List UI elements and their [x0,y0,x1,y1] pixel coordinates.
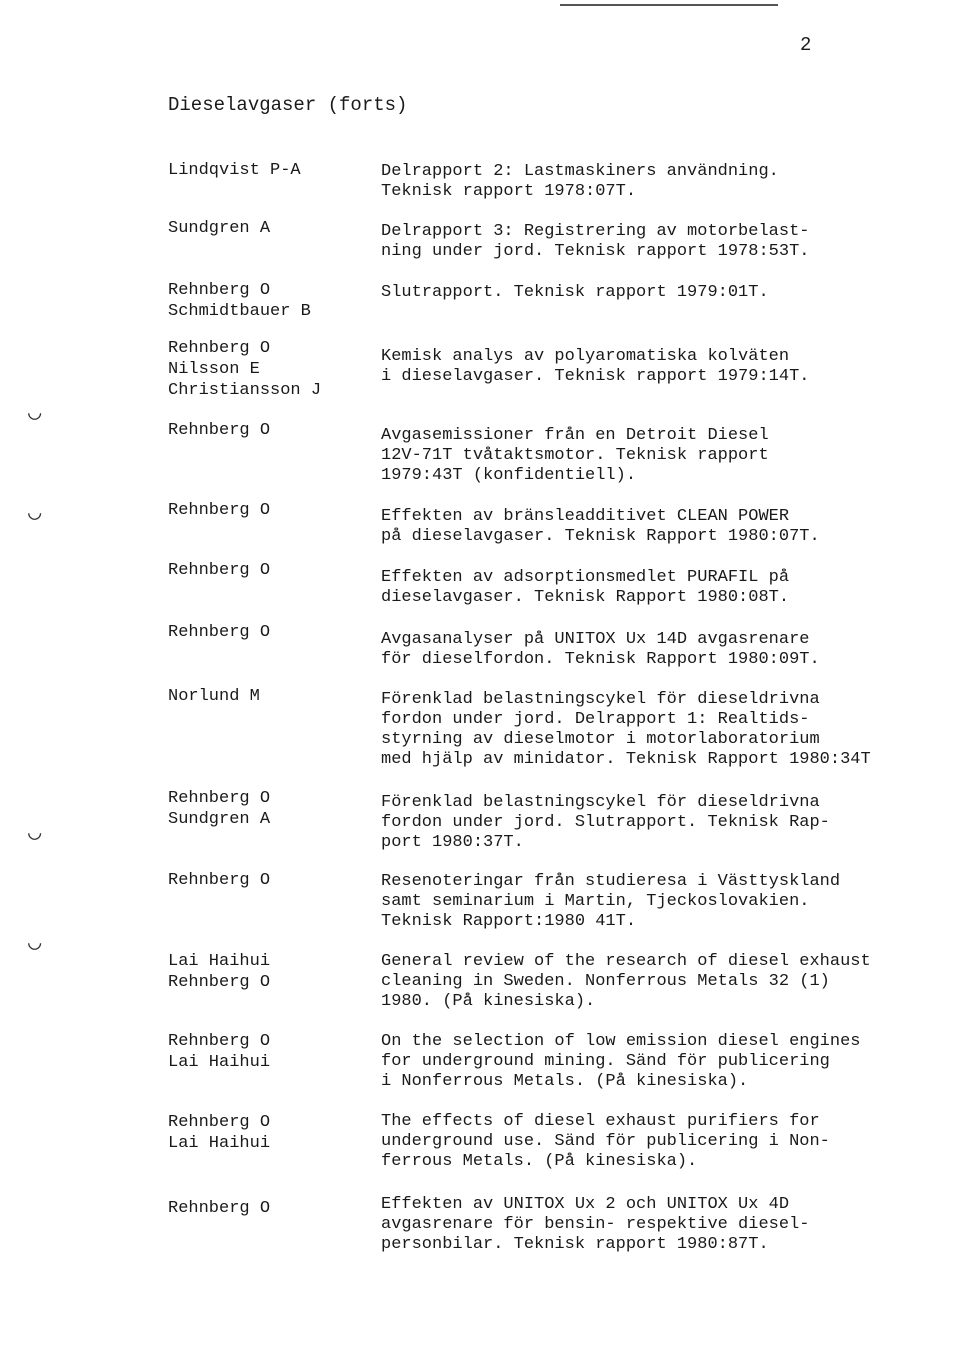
entry-authors: Rehnberg O [168,871,271,890]
entry-authors: Rehnberg O Sundgren A [168,789,271,829]
entry-title: Avgasemissioner från en Detroit Diesel 12V-71T tvåtaktsmotor. Teknisk rapport 1979:43T (konfidentiell). [381,426,769,485]
entry-authors: Rehnberg O [168,623,271,642]
entry-title: Förenklad belastningscykel för dieseldrivna fordon under jord. Slutrapport. Teknisk Rap- port 1980:37T. [381,793,830,852]
entry-title: Förenklad belastningscykel för dieseldrivna fordon under jord. Delrapport 1: Realtids- styrning av dieselmotor i motorlaboratorium med hjälp av minidator. Teknisk Rapport 1980:34T [381,690,871,769]
entry-authors: Lai Haihui Rehnberg O [168,952,271,992]
entry-title: Effekten av bränsleadditivet CLEAN POWER på dieselavgaser. Teknisk Rapport 1980:07T. [381,507,820,546]
entry-title: Effekten av adsorptionsmedlet PURAFIL på dieselavgaser. Teknisk Rapport 1980:08T. [381,568,790,607]
entry-authors: Rehnberg O Schmidtbauer B [168,281,311,321]
hole-punch-mark: ◡ [28,821,42,846]
page-title: Dieselavgaser (forts) [168,94,408,116]
entry-title: Kemisk analys av polyaromatiska kolväten i dieselavgaser. Teknisk rapport 1979:14T. [381,347,810,386]
entry-authors: Rehnberg O Nilsson E Christiansson J [168,339,322,400]
hole-punch-mark: ◡ [28,931,42,956]
page-number: 2 [800,34,812,56]
entry-title: Delrapport 3: Registrering av motorbelast- ning under jord. Teknisk rapport 1978:53T. [381,222,810,261]
entry-title: General review of the research of diesel exhaust cleaning in Sweden. Nonferrous Metals 32 (1) 1980. (På kinesiska). [381,952,871,1011]
entry-title: Avgasanalyser på UNITOX Ux 14D avgasrenare för dieselfordon. Teknisk Rapport 1980:09T. [381,630,820,669]
entry-title: On the selection of low emission diesel engines for underground mining. Sänd för publicering i Nonferrous Metals. (På kinesiska). [381,1032,861,1091]
entry-authors: Rehnberg O [168,501,271,520]
entry-authors: Sundgren A [168,219,271,238]
entry-title: Resenoteringar från studieresa i Västtyskland samt seminarium i Martin, Tjeckoslovakien. Teknisk Rapport:1980 41T. [381,872,841,931]
entry-authors: Lindqvist P-A [168,161,301,180]
hole-punch-mark: ◡ [28,501,42,526]
entry-authors: Norlund M [168,687,260,706]
entry-authors: Rehnberg O Lai Haihui [168,1032,271,1072]
entry-authors: Rehnberg O [168,1199,271,1218]
entry-authors: Rehnberg O Lai Haihui [168,1113,271,1153]
entry-title: The effects of diesel exhaust purifiers for underground use. Sänd för publicering i Non- ferrous Metals. (På kinesiska). [381,1112,830,1171]
entry-authors: Rehnberg O [168,561,271,580]
entry-authors: Rehnberg O [168,421,271,440]
entry-title: Delrapport 2: Lastmaskiners användning. Teknisk rapport 1978:07T. [381,162,779,201]
entry-title: Slutrapport. Teknisk rapport 1979:01T. [381,283,769,302]
entry-title: Effekten av UNITOX Ux 2 och UNITOX Ux 4D avgasrenare för bensin- respektive diesel- personbilar. Teknisk rapport 1980:87T. [381,1195,810,1254]
hole-punch-mark: ◡ [28,401,42,426]
top-rule [560,4,778,6]
